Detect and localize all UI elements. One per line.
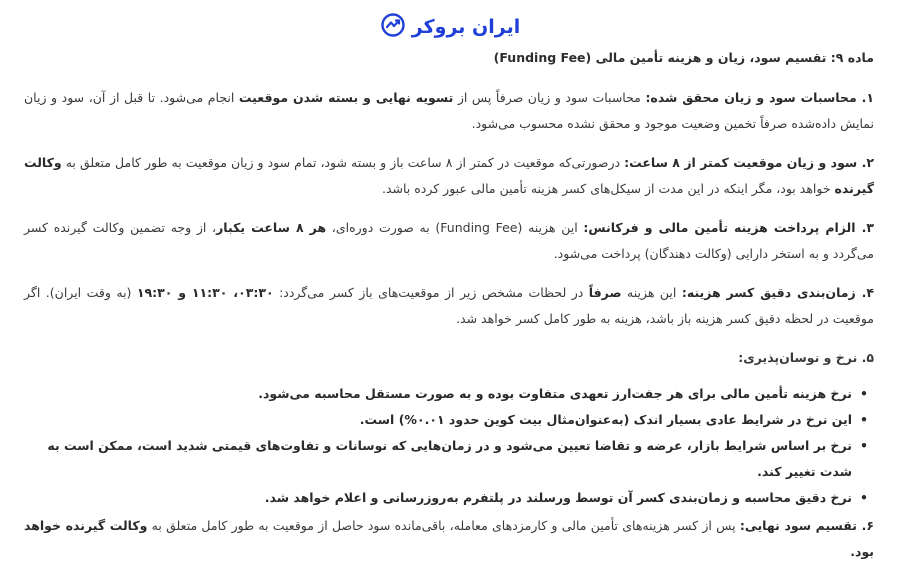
section-6-text: پس از کسر هزینه‌های تأمین مالی و کارمزدهای معامله، باقی‌مانده سود حاصل از موقعیت به طور کامل متعلق به <box>147 518 740 533</box>
section-6-emphasis: وکالت گیرنده خواهد بود. <box>24 518 874 559</box>
section-4 <box>24 280 874 332</box>
section-6 <box>24 513 874 565</box>
document-body <box>24 45 874 578</box>
section-1 <box>24 85 874 137</box>
section-1-title: ۱. محاسبات سود و زیان محقق شده: <box>645 90 875 105</box>
section-2-title: ۲. سود و زیان موقعیت کمتر از ۸ ساعت: <box>624 155 875 170</box>
section-4-text: این هزینه <box>621 285 682 300</box>
section-5-title: ۵. نرخ و نوسان‌پذیری: <box>738 350 874 365</box>
section-3 <box>24 215 874 267</box>
section-2-emphasis: وکالت گیرنده <box>24 155 874 196</box>
list-item: • این نرخ در شرایط عادی بسیار اندک (به‌عنوان‌مثال بیت کوین حدود ۰.۰۱%) است. <box>24 407 852 433</box>
article-heading: ماده ۹: تقسیم سود، زیان و هزینه تأمین مالی (Funding Fee) <box>493 50 874 65</box>
logo-text: ایران بروکر <box>411 16 521 38</box>
list-item: • نرخ دقیق محاسبه و زمان‌بندی کسر آن توسط ورسلند در پلتفرم به‌روزرسانی و اعلام خواهد شد. <box>24 485 852 511</box>
section-3-emphasis: هر ۸ ساعت یکبار <box>216 220 327 235</box>
section-1-emphasis: تسویه نهایی و بسته شدن موقعیت <box>238 90 454 105</box>
section-3-text: این هزینه (Funding Fee) به صورت دوره‌ای، <box>326 220 584 235</box>
site-logo[interactable] <box>0 12 900 42</box>
list-item: • نرخ بر اساس شرایط بازار، عرضه و تقاضا تعیین می‌شود و در زمان‌هایی که نوسانات و تفاوت‌های قیمتی شدید است، ممکن است به شدت تغییر کند. <box>24 433 852 485</box>
section-4-text-mid: در لحظات مشخص زیر از موقعیت‌های باز کسر می‌گردد: <box>273 285 589 300</box>
list-item: • نرخ هزینه تأمین مالی برای هر جفت‌ارز تعهدی متفاوت بوده و به صورت مستقل محاسبه می‌شود. <box>24 381 852 407</box>
section-4-title: ۴. زمان‌بندی دقیق کسر هزینه: <box>681 285 874 300</box>
section-3-text-end: ، از وجه تضمین وکالت گیرنده کسر می‌گردد و به استخر دارایی (وکالت دهندگان) پرداخت می‌شود. <box>24 220 874 261</box>
section-1-text: محاسبات سود و زیان صرفاً پس از <box>453 90 646 105</box>
logo-icon <box>380 12 406 42</box>
section-5-list <box>24 381 874 511</box>
section-2 <box>24 150 874 202</box>
section-4-emphasis: صرفاً <box>588 285 622 300</box>
section-4-times: ۰۳:۳۰، ۱۱:۳۰ و ۱۹:۳۰ <box>136 285 274 300</box>
section-1-text-end: انجام می‌شود. تا قبل از آن، سود و زیان نمایش داده‌شده صرفاً تخمین وضعیت موجود و محقق نشده محسوب می‌شود. <box>24 90 874 131</box>
section-6-title: ۶. تقسیم سود نهایی: <box>739 518 874 533</box>
section-2-text-end: خواهد بود، مگر اینکه در این مدت از سیکل‌های کسر هزینه تأمین مالی عبور کرده باشد. <box>381 181 835 196</box>
section-4-text-end: (به وقت ایران). اگر موقعیت در لحظه دقیق کسر هزینه باز باشد، هزینه به طور کامل کسر خواهد شد. <box>24 285 874 326</box>
section-3-title: ۳. الزام پرداخت هزینه تأمین مالی و فرکانس: <box>583 220 874 235</box>
section-2-text: درصورتی‌که موقعیت در کمتر از ۸ ساعت باز و بسته شود، تمام سود و زیان موقعیت به طور کامل متعلق به <box>61 155 625 170</box>
